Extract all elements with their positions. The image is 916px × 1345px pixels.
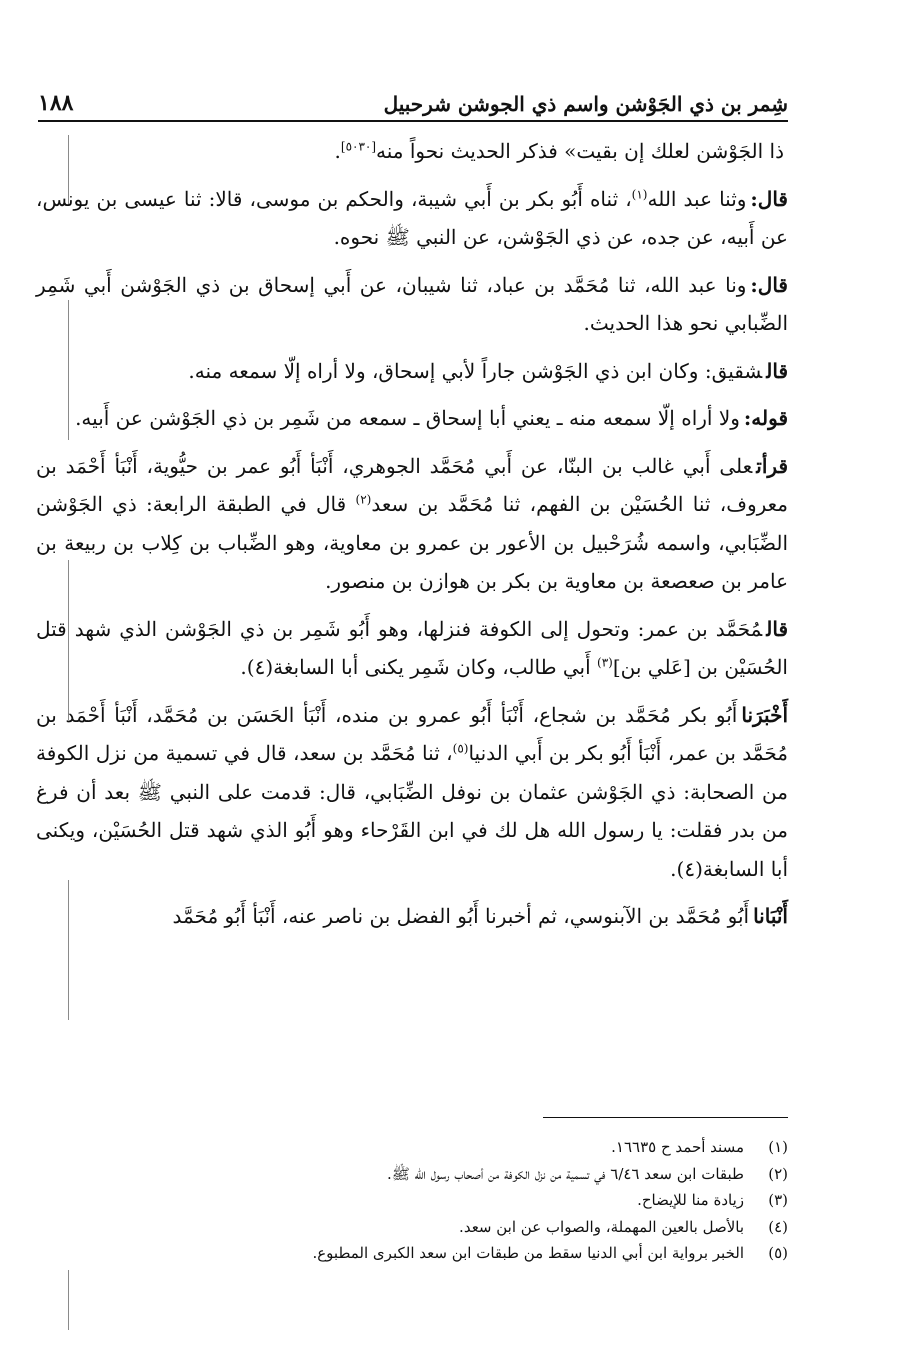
paragraph <box>36 696 788 889</box>
paragraph-text: ذا الجَوْشن لعلك إن بقيت» فذكر الحديث نحواً منه <box>376 139 784 163</box>
paragraph-tail: قال في الطبقة الرابعة: ذي الجَوْشن الضِّبَابي، واسمه شُرَحْبيل بن الأعور بن عمرو بن معاوية، وهو الضِّباب بن كِلاب بن ربيعة بن عامر بن صعصعة بن معاوية بن بكر بن هوازن بن منصور. <box>36 492 788 593</box>
main-text <box>36 132 788 945</box>
footnotes <box>80 1134 788 1267</box>
footnote-ref: (٥) <box>452 741 469 756</box>
paragraph <box>36 610 788 687</box>
paragraph-text: شقيق: وكان ابن ذي الجَوْشن جاراً لأبي إسحاق، ولا أراه إلّا سمعه منه. <box>188 358 763 383</box>
footnote-ref: [٥٠٣٠] <box>340 139 377 154</box>
footnote-text: زيادة منا للإيضاح. <box>637 1191 744 1209</box>
paragraph-text: وثنا عبد الله <box>647 186 747 211</box>
paragraph-text: أَبُو بكر مُحَمَّد بن شجاع، أَنْبَأ أَبُو عمرو بن منده، أَنْبَأ الحَسَن بن مُحَمَّد، أَنْبَأ أَحْمَد بن مُحَمَّد بن عمر، أَنْبَأ أَبُو بكر بن أَبي الدنيا <box>36 702 788 765</box>
paragraph <box>36 447 788 601</box>
footnotes-divider <box>543 1117 788 1118</box>
paragraph-tail: ، ثنا مُحَمَّد بن سعد، قال في تسمية من نزل الكوفة من الصحابة: ذي الجَوْشن عثمان بن نوفل الضِّبَابي، قال: قدمت على النبي ﷺ بعد أن فرغ من بدر فقلت: يا رسول الله هل لك في ابن القَرْحاء وهو أَبُو الذي شهد قتل الحُسَيْن، ويكنى أبا السابغة(٤). <box>36 741 788 881</box>
footnote <box>80 1240 788 1267</box>
footnote <box>80 1214 788 1241</box>
footnote-number: (٣) <box>768 1191 788 1209</box>
paragraph-text: ولا أراه إلّا سمعه منه ـ يعني أبا إسحاق ـ سمعه من شَمِر بن ذي الجَوْشن عن أَبيه. <box>75 406 740 430</box>
paragraph-text: أَبُو مُحَمَّد بن الآبنوسي، ثم أخبرنا أَبُو الفضل بن ناصر عنه، أَنْبَأ أَبُو مُحَمَّد <box>172 904 750 928</box>
paragraph-lead: قال <box>766 358 788 383</box>
paragraph-tail: أَبي طالب، وكان شَمِر يكنى أبا السابغة(٤). <box>240 655 598 679</box>
footnote-number: (٤) <box>768 1217 788 1236</box>
footnote-ref: (٣) <box>597 655 613 670</box>
paragraph <box>36 132 788 171</box>
paragraph <box>36 399 788 438</box>
footnote-text: بالأصل بالعين المهملة، والصواب عن ابن سعد. <box>459 1217 744 1236</box>
paragraph-text: ونا عبد الله، ثنا مُحَمَّد بن عباد، ثنا شيبان، عن أَبي إسحاق بن ذي الجَوْشن أَبي شَمِر الضِّبابي نحو هذا الحديث. <box>36 272 788 335</box>
page-number: ١٨٨ <box>38 90 74 116</box>
footnote <box>80 1187 788 1214</box>
paragraph-lead: قال: <box>750 186 788 211</box>
page-header <box>38 78 788 122</box>
paragraph <box>36 352 788 391</box>
paragraph-lead: قال <box>766 616 788 641</box>
paragraph-tail: . <box>334 139 341 163</box>
footnote-ref: (٢) <box>355 492 372 507</box>
footnote-text: طبقات ابن سعد ٦/٤٦ في تسمية من نزل الكوفة من أصحاب رسول الله ﷺ. <box>386 1164 744 1183</box>
paragraph-tail: ، ثناه أَبُو بكر بن أَبي شيبة، والحكم بن موسى، قالا: ثنا عيسى بن يونس، عن أَبيه، عن جده، عن ذي الجَوْشن، عن النبي ﷺ نحوه. <box>36 186 788 249</box>
paragraph <box>36 897 788 936</box>
footnote-text: الخبر برواية ابن أبي الدنيا سقط من طبقات ابن سعد الكبرى المطبوع. <box>312 1244 744 1262</box>
footnote <box>80 1161 788 1188</box>
paragraph-lead: أَنْبَانا <box>753 904 788 928</box>
paragraph-lead: قرأت <box>756 453 788 478</box>
footnote-ref: (١) <box>631 186 648 201</box>
footnote-number: (٢) <box>768 1164 788 1183</box>
paragraph-text: على أَبي غالب بن البنّا، عن أَبي مُحَمَّد الجوهري، أَنْبَأ أَبُو عمر بن حيُّوية، أَنْبَأ أَحْمَد بن معروف، ثنا الحُسَيْن بن الفهم، ثنا مُحَمَّد بن سعد <box>36 453 788 516</box>
footnote <box>80 1134 788 1161</box>
paragraph-lead: قوله: <box>743 406 788 430</box>
paragraph-lead: أَخْبَرَنا <box>741 702 788 727</box>
paragraph-lead: قال: <box>750 272 788 297</box>
footnote-number: (٥) <box>768 1244 788 1262</box>
running-title: شِمر بن ذي الجَوْشن واسم ذي الجوشن شرحبيل <box>383 92 788 116</box>
footnote-text: مسند أحمد ح ١٦٦٣٥. <box>611 1138 744 1156</box>
gutter-margin-line <box>68 1270 69 1330</box>
paragraph <box>36 180 788 257</box>
paragraph-text: مُحَمَّد بن عمر: وتحول إلى الكوفة فنزلها، وهو أَبُو شَمِر بن ذي الجَوْشن الذي شهد قتل الحُسَيْن بن [عَلي بن] <box>36 616 788 679</box>
footnote-number: (١) <box>768 1138 788 1156</box>
paragraph <box>36 266 788 343</box>
